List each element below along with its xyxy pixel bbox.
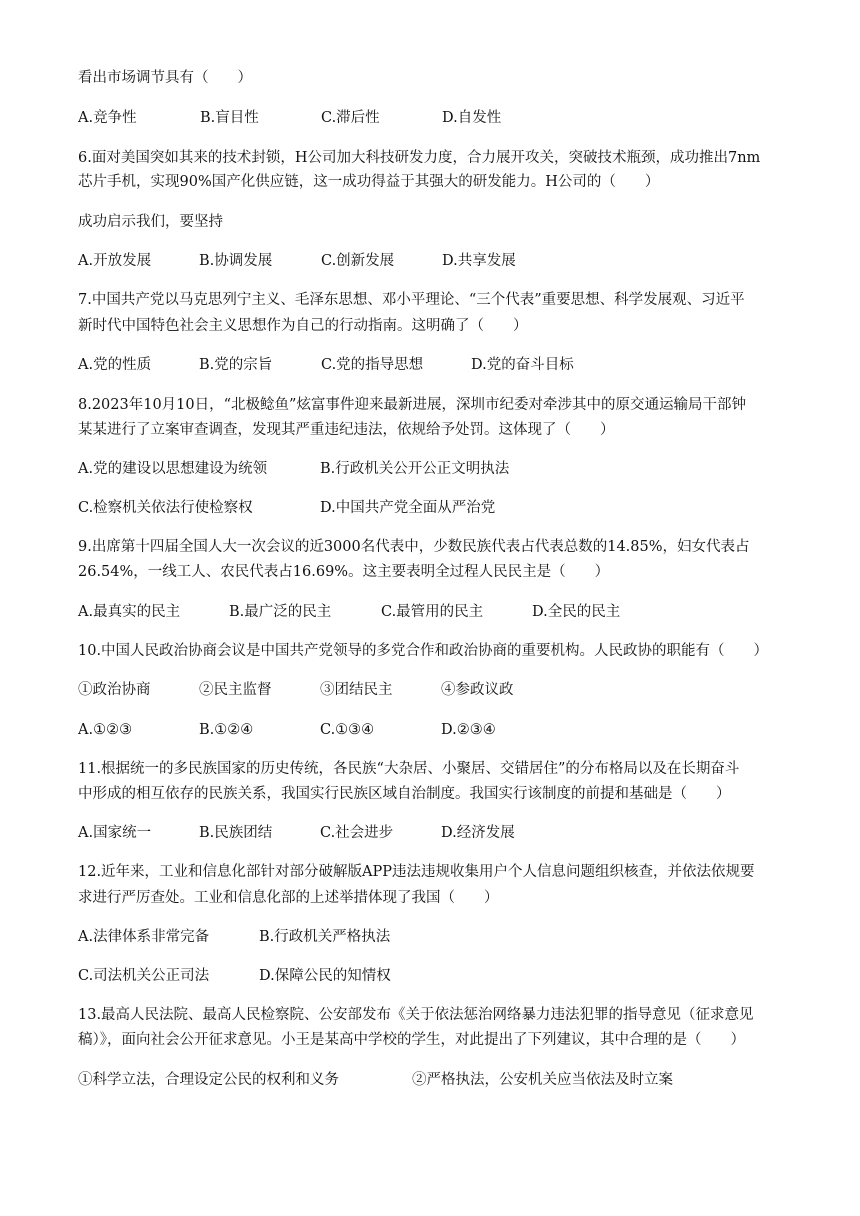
q12-line-2: 求进行严厉查处。工业和信息化部的上述举措体现了我国（ ）	[78, 890, 499, 906]
q6-option-c: C.创新发展	[321, 253, 395, 269]
q8-option-a: A.党的建设以思想建设为统领	[78, 461, 268, 477]
q9-line-1: 9.出席第十四届全国人大一次会议的近3000名代表中，少数民族代表占代表总数的14.85%，妇女代表占	[78, 539, 750, 555]
q13-item-1: ①科学立法，合理设定公民的权利和义务	[78, 1072, 339, 1088]
q7-option-c: C.党的指导思想	[321, 357, 424, 373]
q11-line-1: 11.根据统一的多民族国家的历史传统，各民族“大杂居、小聚居、交错居住”的分布格局以及在长期奋斗	[78, 761, 740, 777]
q10-item-3: ③团结民主	[320, 682, 393, 698]
q11-option-a: A.国家统一	[78, 825, 152, 841]
q7-option-a: A.党的性质	[78, 357, 152, 373]
q10-item-4: ④参政议政	[441, 682, 514, 698]
q13-line-1: 13.最高人民法院、最高人民检察院、公安部发布《关于依法惩治网络暴力违法犯罪的指导意见（征求意见	[78, 1007, 754, 1023]
q5-stem-end: 看出市场调节具有（ ）	[78, 70, 252, 86]
q9-option-c: C.最管用的民主	[381, 604, 484, 620]
q12-option-a: A.法律体系非常完备	[78, 929, 210, 945]
q7-option-b: B.党的宗旨	[199, 357, 273, 373]
q5-option-b: B.盲目性	[200, 110, 259, 126]
q9-line-2: 26.54%，一线工人、农民代表占16.69%。这主要表明全过程人民民主是（ ）	[78, 564, 610, 580]
q5-option-a: A.竞争性	[78, 110, 137, 126]
q6-option-a: A.开放发展	[78, 253, 152, 269]
q9-option-d: D.全民的民主	[532, 604, 621, 620]
q9-option-b: B.最广泛的民主	[229, 604, 332, 620]
q13-line-2: 稿）》，面向社会公开征求意见。小王是某高中学校的学生，对此提出了下列建议，其中合理的是（ ）	[78, 1032, 745, 1048]
q5-option-d: D.自发性	[442, 110, 502, 126]
q10-item-2: ②民主监督	[199, 682, 272, 698]
q8-option-d: D.中国共产党全面从严治党	[320, 500, 496, 516]
q7-line-2: 新时代中国特色社会主义思想作为自己的行动指南。这明确了（ ）	[78, 318, 528, 334]
q10-option-c: C.①③④	[320, 722, 375, 738]
q12-option-c: C.司法机关公正司法	[78, 968, 210, 984]
q9-option-a: A.最真实的民主	[78, 604, 181, 620]
q12-option-b: B.行政机关严格执法	[259, 929, 391, 945]
q10-option-b: B.①②④	[199, 722, 254, 738]
q11-option-c: C.社会进步	[320, 825, 394, 841]
q8-line-1: 8.2023年10月10日，“北极鲶鱼”炫富事件迎来最新进展，深圳市纪委对牵涉其中的原交通运输局干部钟	[78, 397, 746, 413]
q11-option-b: B.民族团结	[199, 825, 273, 841]
q8-line-2: 某某进行了立案审查调查，发现其严重违纪违法，依规给予处罚。这体现了（ ）	[78, 422, 615, 438]
q8-option-b: B.行政机关公开公正文明执法	[320, 461, 510, 477]
q12-line-1: 12.近年来，工业和信息化部针对部分破解版APP违法违规收集用户个人信息问题组织核查，并依法依规要	[78, 864, 755, 880]
q6-line-2: 芯片手机，实现90%国产化供应链，这一成功得益于其强大的研发能力。H公司的（ ）	[78, 174, 660, 190]
q10-option-d: D.②③④	[441, 722, 496, 738]
q12-option-d: D.保障公民的知情权	[259, 968, 391, 984]
q10-option-a: A.①②③	[78, 722, 133, 738]
q6-line-1: 6.面对美国突如其来的技术封锁，H公司加大科技研发力度，合力展开攻关，突破技术瓶颈，成功推出7nm	[78, 150, 761, 166]
q11-line-2: 中形成的相互依存的民族关系，我国实行民族区域自治制度。我国实行该制度的前提和基础是（ ）	[78, 786, 731, 802]
q10-item-1: ①政治协商	[78, 682, 151, 698]
q5-option-c: C.滞后性	[321, 110, 380, 126]
q6-option-d: D.共享发展	[442, 253, 516, 269]
q6-option-b: B.协调发展	[199, 253, 273, 269]
q7-line-1: 7.中国共产党以马克思列宁主义、毛泽东思想、邓小平理论、“三个代表”重要思想、科学发展观、习近平	[78, 292, 745, 308]
q13-item-2: ②严格执法，公安机关应当依法及时立案	[412, 1072, 673, 1088]
q8-option-c: C.检察机关依法行使检察权	[78, 500, 253, 516]
q7-option-d: D.党的奋斗目标	[471, 357, 574, 373]
q11-option-d: D.经济发展	[441, 825, 515, 841]
q6-line-3: 成功启示我们，要坚持	[78, 214, 223, 230]
q10-line-1: 10.中国人民政治协商会议是中国共产党领导的多党合作和政治协商的重要机构。人民政协的职能有（ ）	[78, 643, 769, 659]
